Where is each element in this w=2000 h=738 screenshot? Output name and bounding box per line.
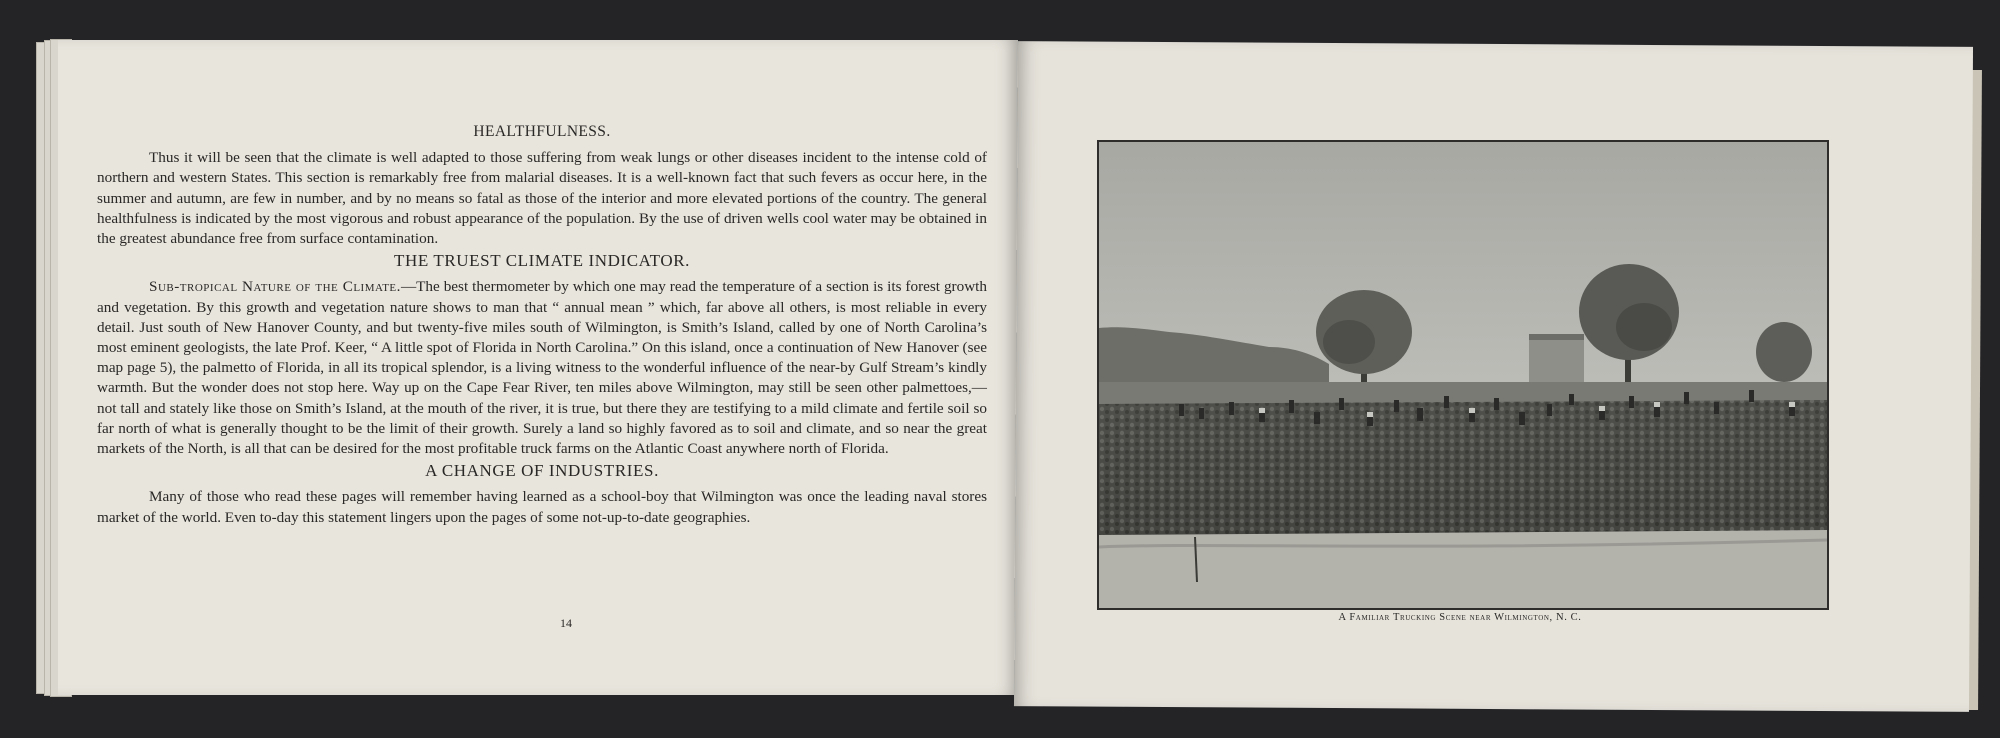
climate-lead-text: Sub-tropical Nature of the Climate. bbox=[149, 278, 401, 296]
paragraph-industries: Many of those who read these pages will remember having learned as a school-boy that Wilmington was once the leading naval stores market of the world. Even to-day this statement lingers upon the pages of some not-up-to-date geographies. bbox=[97, 488, 987, 526]
tree-far-right bbox=[1756, 322, 1812, 382]
paragraph-healthfulness: Thus it will be seen that the climate is well adapted to those suffering from weak lungs or other diseases incident to the intense cold of northern and western States. This section is remarkably free from malarial diseases. It is a well-known fact that such fevers as occur here, in the summer and autumn, are few in number, and by no means so fatal as those of the interior and more elevated portions of the country. The general healthfulness is indicated by the most vigorous and robust appearance of the population. By the use of driven wells cool water may be obtained in the greatest abundance free from surface contamination. bbox=[97, 149, 987, 248]
left-page-text bbox=[97, 82, 987, 528]
photo-caption: A Familiar Trucking Scene near Wilmington, N. C. bbox=[1338, 612, 1582, 623]
heading-climate-indicator: THE TRUEST CLIMATE INDICATOR. bbox=[393, 251, 690, 271]
climate-body-text: —The best thermometer by which one may read the temperature of a section is its forest growth and vegetation. By this growth and vegetation nature shows to man that “ annual mean ” which, far above all others, is most reliable in every detail. Just south of New Hanover County, and but twenty-five miles south of Wilmington, is Smith’s Island, called by one of North Carolina’s most eminent geologists, the late Prof. Keer, “ A little spot of Florida in North Carolina.” On this island, once a continuation of New Hanover (see map page 5), the palmetto of Florida, in all its tropical splendor, is a living witness to the wonderful influence of the near-by Gulf Stream’s kindly warmth. But the wonder does not stop here. Way up on the Cape Fear River, ten miles above Wilmington, may still be seen other palmettoes,—not tall and stately like those on Smith’s Island, at the mouth of the river, it is true, but there they are testifying to a mild climate and fertile soil so far north of what is generally thought to be the limit of their growth. Surely a land so highly favored as to soil and climate, and so near the great markets of the North, is all that can be desired for the most profitable truck farms on the Atlantic Coast anywhere north of Florida. bbox=[97, 278, 987, 458]
photo-illustration bbox=[1099, 142, 1827, 608]
heading-change-of-industries: A CHANGE OF INDUSTRIES. bbox=[425, 461, 659, 481]
paragraph-climate bbox=[97, 277, 987, 459]
barn bbox=[1529, 334, 1584, 382]
page-number: 14 bbox=[560, 616, 572, 630]
trucking-scene-photo bbox=[1097, 140, 1829, 610]
heading-healthfulness: HEALTHFULNESS. bbox=[473, 123, 611, 140]
